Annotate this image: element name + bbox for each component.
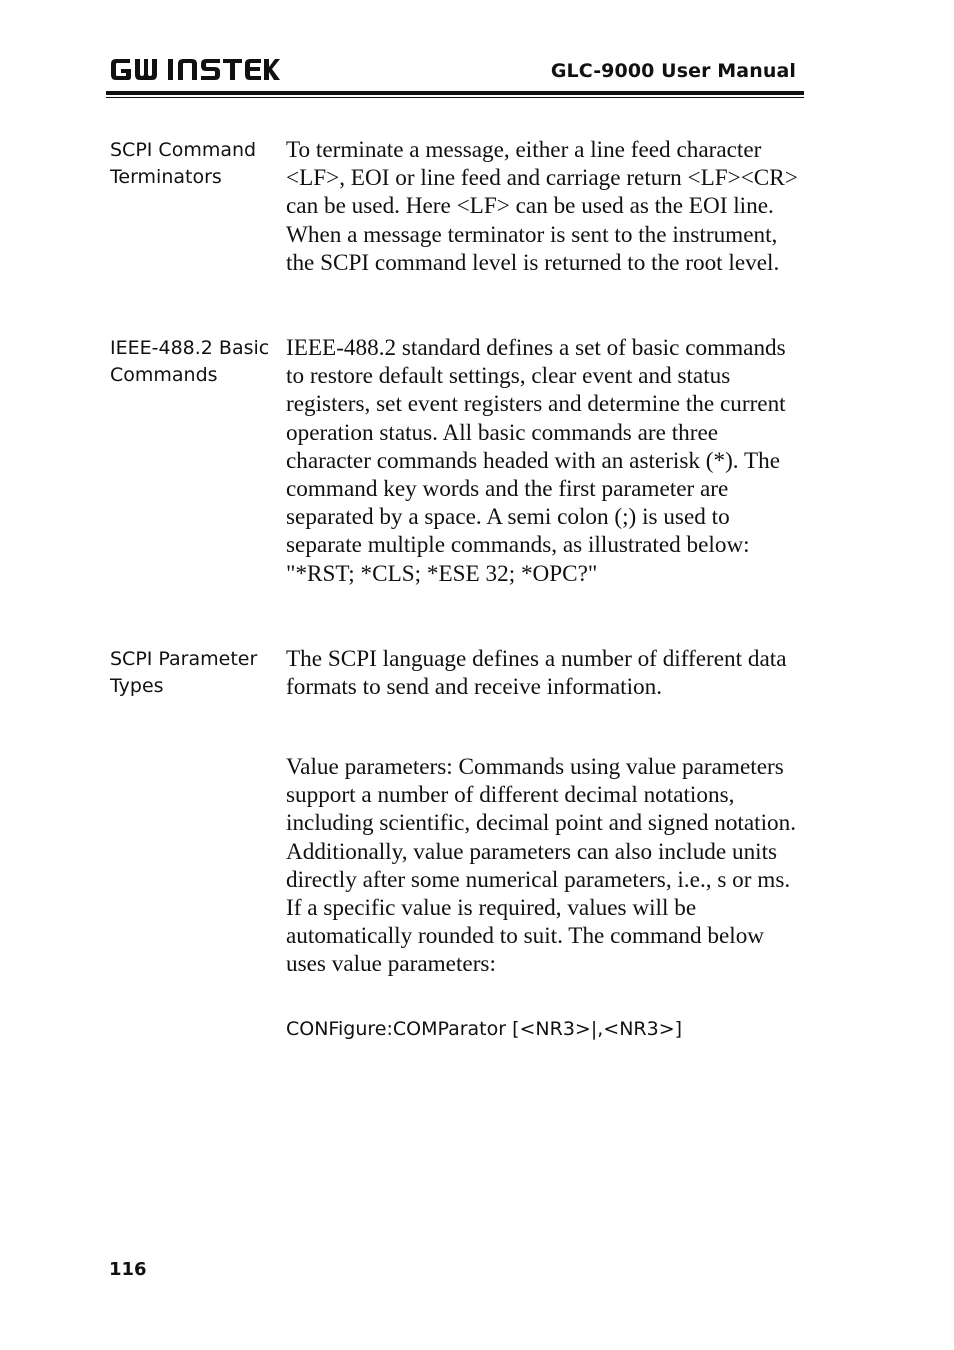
section-text-scpi-command-terminators: To terminate a message, either a line feed character <LF>, EOI or line feed and carriage return <LF><CR> can be used. Here <LF> can be used as the EOI line. When a message terminator is sent to the instrument, the SCPI command level is returned to the root level. — [286, 137, 798, 276]
gw-instek-logo — [108, 52, 280, 86]
section-text-scpi-parameter-types: The SCPI language defines a number of different data formats to send and receive information. — [286, 646, 787, 701]
header-rule-thin — [106, 97, 804, 98]
section-label-ieee-488-basic-commands: IEEE-488.2 Basic Commands — [110, 337, 270, 386]
section-label-scpi-command-terminators: SCPI Command Terminators — [110, 139, 257, 188]
header-rule — [106, 91, 804, 95]
section-text-value-parameters: Value parameters: Commands using value parameters support a number of different decimal notations, including scientific, decimal point and signed notation. Additionally, value parameters can also include units directly after some numerical parameters, i.e., s or ms. If a specific value is required, values will be automatically rounded to suit. The command below uses value parameters: — [286, 754, 797, 978]
section-label-scpi-parameter-types: SCPI Parameter Types — [110, 648, 258, 697]
manual-title: GLC-9000 User Manual — [550, 60, 796, 82]
page-number: 116 — [109, 1259, 147, 1280]
command-syntax-example: CONFigure:COMParator [<NR3>|,<NR3>] — [286, 1018, 683, 1040]
section-text-ieee-488-basic-commands: IEEE-488.2 standard defines a set of basic commands to restore default settings, clear event and status registers, set event registers and determine the current operation status. All basic commands are three character commands headed with an asterisk (*). The command key words and the first parameter are separated by a space. A semi colon (;) is used to separate multiple commands, as illustrated below: "*RST; *CLS; *ESE 32; *OPC?" — [286, 335, 786, 587]
